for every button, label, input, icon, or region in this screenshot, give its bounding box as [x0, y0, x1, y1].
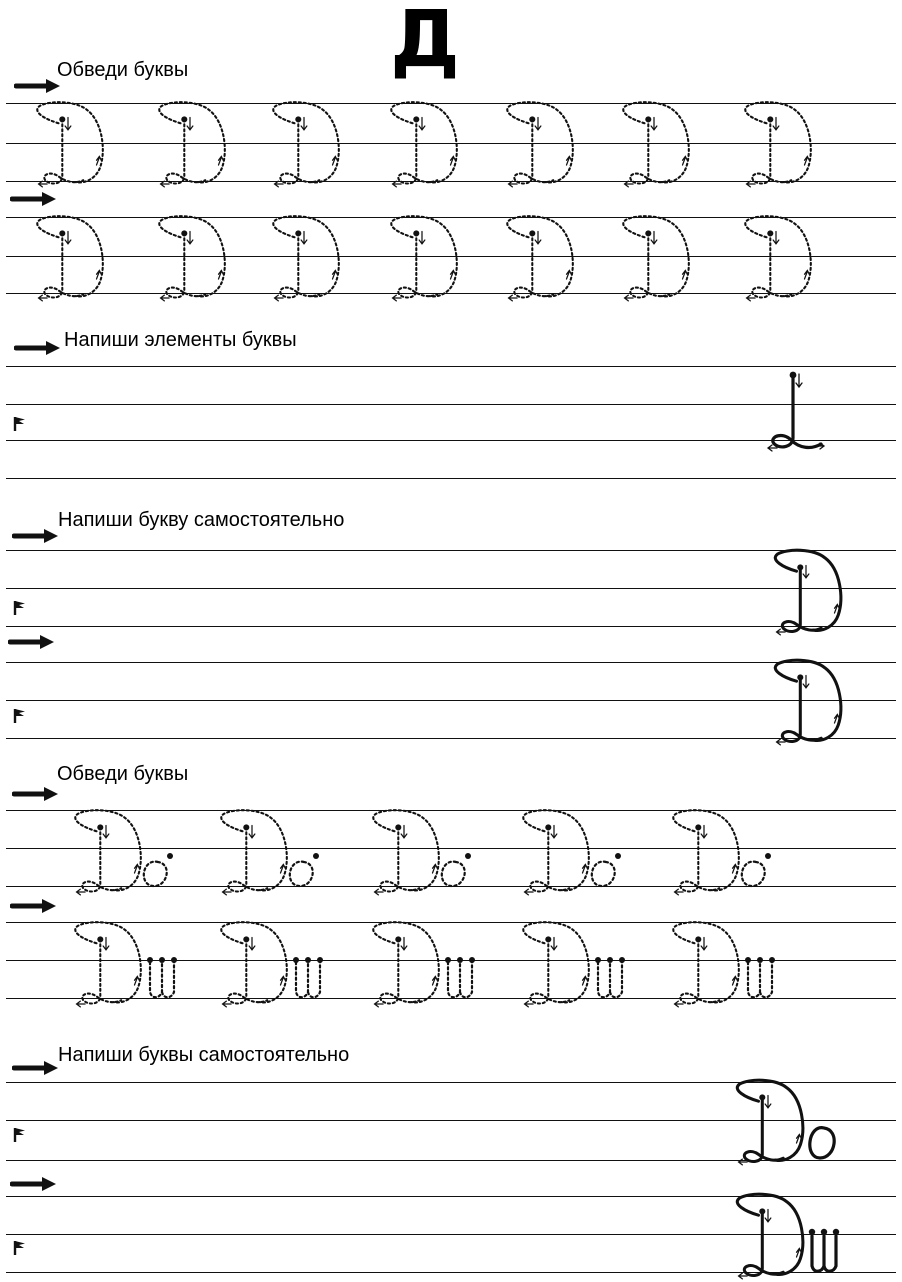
section-heading-trace-syllables: Обведи буквы: [57, 763, 189, 785]
arrow-right-icon: [12, 784, 62, 804]
traced-syllable-do: [62, 806, 202, 896]
arrow-right-icon: [10, 1174, 60, 1194]
arrow-right-icon: [12, 526, 62, 546]
traced-syllable-di: [62, 918, 212, 1008]
arrow-right-icon: [10, 896, 60, 916]
ruled-line: [6, 478, 896, 479]
traced-syllable-do: [360, 806, 500, 896]
traced-letter-d: [26, 212, 126, 302]
traced-letter-d: [262, 212, 362, 302]
traced-syllable-do: [510, 806, 650, 896]
arrow-right-icon: [10, 189, 60, 209]
ruled-line: [6, 366, 896, 367]
traced-syllable-di: [208, 918, 358, 1008]
model-letter-d: [762, 546, 862, 636]
traced-letter-d: [148, 212, 248, 302]
traced-letter-d: [26, 98, 126, 188]
arrow-right-icon: [8, 632, 58, 652]
traced-letter-d: [496, 98, 596, 188]
flag-icon: [12, 1127, 28, 1143]
model-letter-element: [765, 368, 835, 458]
traced-syllable-di: [510, 918, 660, 1008]
arrow-right-icon: [12, 1058, 62, 1078]
flag-icon: [12, 708, 28, 724]
traced-letter-d: [734, 212, 834, 302]
traced-letter-d: [380, 212, 480, 302]
flag-icon: [12, 1240, 28, 1256]
traced-letter-d: [380, 98, 480, 188]
traced-letter-d: [262, 98, 362, 188]
traced-syllable-do: [208, 806, 348, 896]
flag-icon: [12, 600, 28, 616]
ruled-line: [6, 440, 896, 441]
arrow-right-icon: [14, 338, 64, 358]
section-heading-write-elements: Напиши элементы буквы: [64, 329, 297, 351]
ruled-line: [6, 404, 896, 405]
section-heading-write-letter: Напиши букву самостоятельно: [58, 509, 345, 531]
traced-syllable-di: [360, 918, 510, 1008]
model-syllable-di: [724, 1192, 864, 1282]
traced-letter-d: [612, 98, 712, 188]
traced-syllable-di: [660, 918, 810, 1008]
section-heading-write-syllables: Напиши буквы самостоятельно: [58, 1044, 350, 1066]
traced-letter-d: [612, 212, 712, 302]
traced-letter-d: [734, 98, 834, 188]
traced-letter-d: [496, 212, 596, 302]
traced-letter-d: [148, 98, 248, 188]
model-syllable-do: [724, 1078, 854, 1168]
page-title: Д: [390, 0, 460, 85]
model-letter-d: [762, 656, 862, 746]
traced-syllable-do: [660, 806, 800, 896]
section-heading-trace-letter: Обведи буквы: [57, 59, 189, 81]
arrow-right-icon: [14, 76, 64, 96]
flag-icon: [12, 416, 28, 432]
